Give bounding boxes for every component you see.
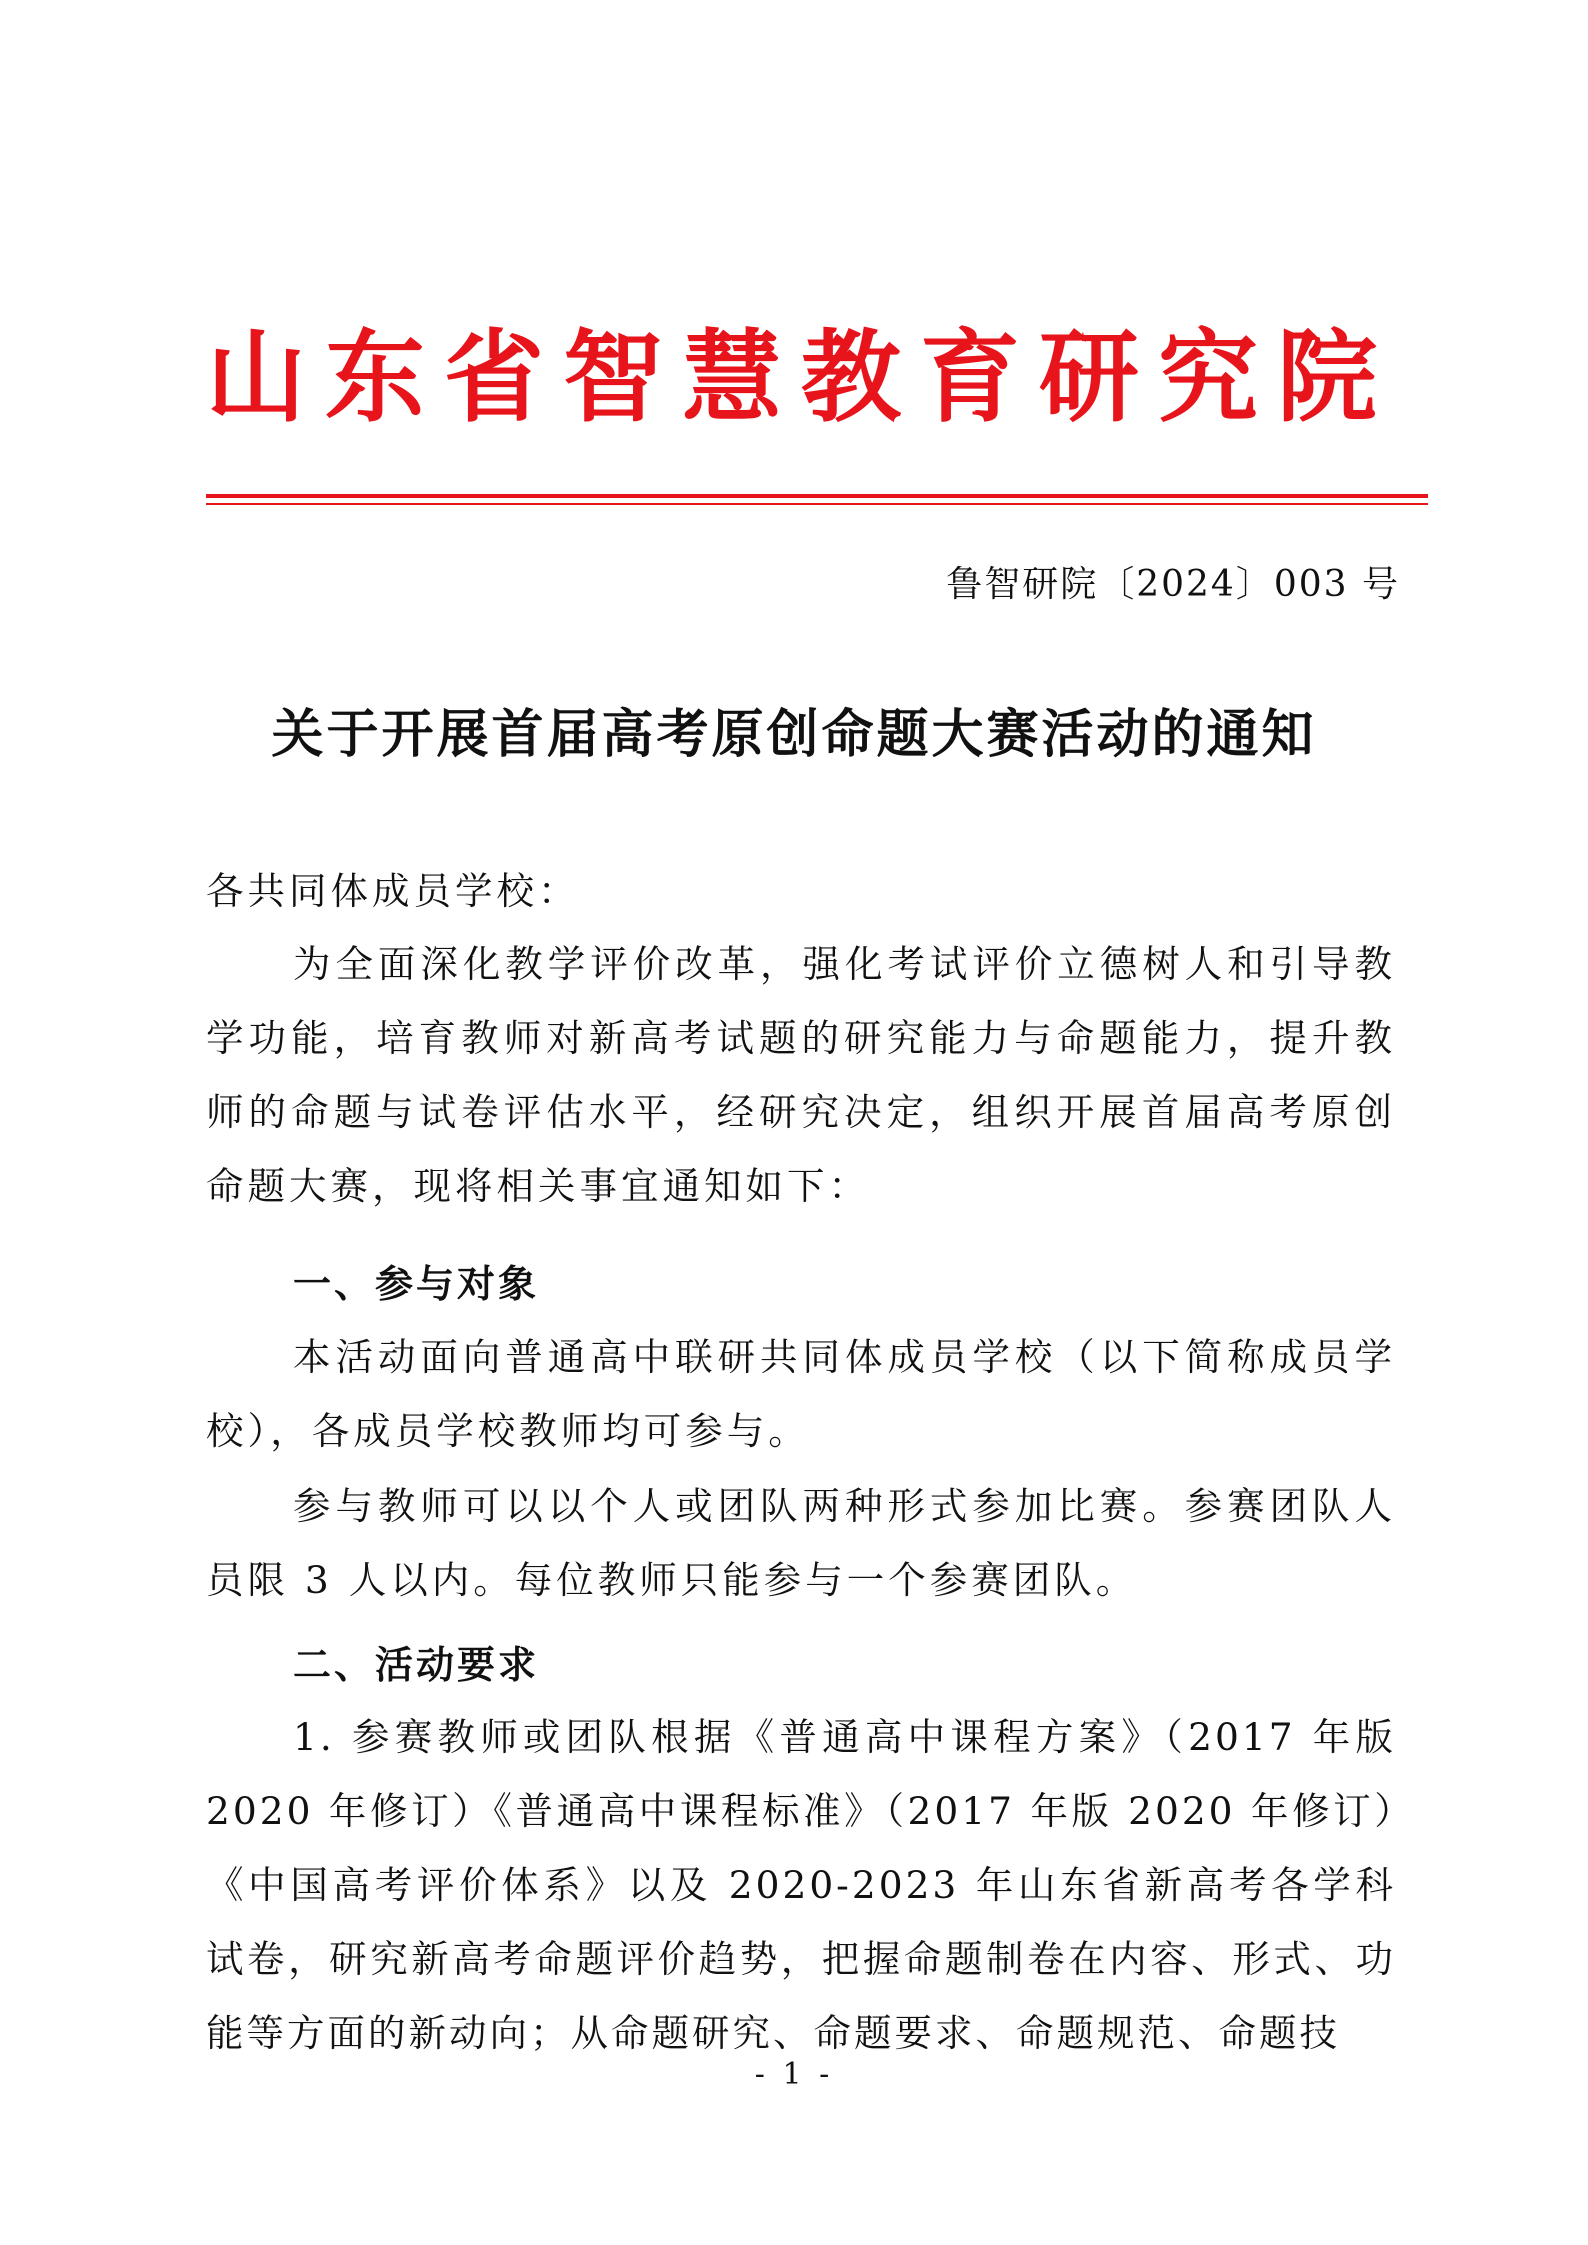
document-number: 鲁智研院〔2024〕003 号 — [946, 564, 1400, 605]
org-letterhead-title: 山东省智慧教育研究院 — [206, 318, 1396, 436]
section-heading-participants: 一、参与对象 — [293, 1262, 540, 1306]
intro-paragraph: 为全面深化教学评价改革，强化考试评价立德树人和引导教学功能，培育教师对新高考试题的研究能力与命题能力，提升教师的命题与试卷评估水平，经研究决定，组织开展首届高考原创命题大赛，现将相关事宜通知如下： — [206, 942, 1396, 1208]
notice-title: 关于开展首届高考原创命题大赛活动的通知 — [271, 705, 1317, 765]
participants-paragraph-1: 本活动面向普通高中联研共同体成员学校（以下简称成员学校），各成员学校教师均可参与。 — [206, 1335, 1396, 1453]
participants-paragraph-2: 参与教师可以以个人或团队两种形式参加比赛。参赛团队人员限 3 人以内。每位教师只能参与一个参赛团队。 — [206, 1484, 1396, 1602]
requirements-paragraph-1: 1. 参赛教师或团队根据《普通高中课程方案》（2017 年版 2020 年修订）《普通高中课程标准》（2017 年版 2020 年修订）《中国高考评价体系》以及 2020-2023 年山东省新高考各学科试卷，研究新高考命题评价趋势，把握命题制卷在内容、形式、功能等方面的新动向；从命题研究、命题要求、命题规范、命题技 — [206, 1715, 1396, 2055]
section-heading-requirements: 二、活动要求 — [293, 1643, 540, 1687]
letterhead-divider-thick — [206, 494, 1428, 498]
page-number: - 1 - — [754, 2057, 834, 2092]
greeting-line: 各共同体成员学校： — [206, 869, 580, 913]
letterhead-divider-thin — [206, 503, 1428, 505]
